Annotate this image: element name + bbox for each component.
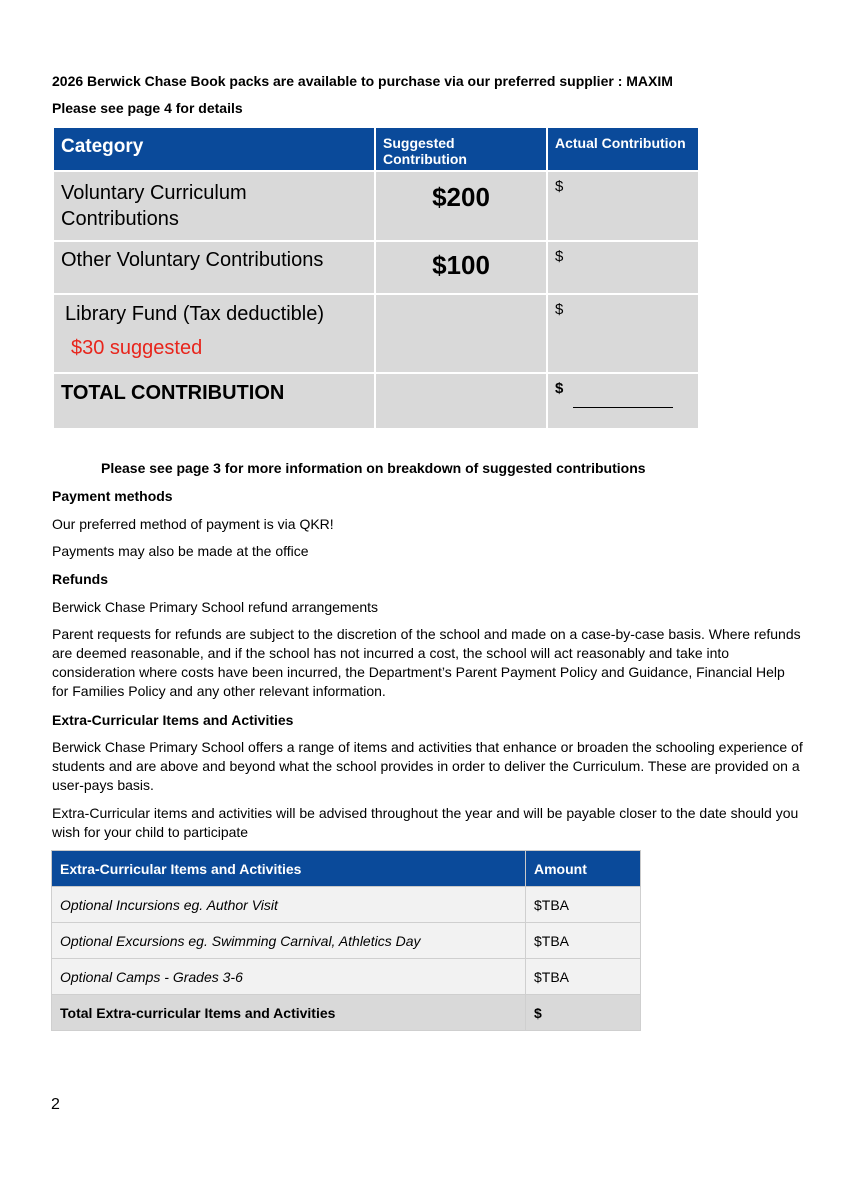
extra-paragraph-1: Berwick Chase Primary School offers a range of items and activities that enhance or broaden the schooling experience of students and are above and beyond what the school provides in order to deliver the Curriculum. These are provided on a user-pays basis. xyxy=(52,739,803,793)
total-suggested-empty xyxy=(375,373,547,429)
page-4-reference: Please see page 4 for details xyxy=(52,100,243,116)
extra-total-row xyxy=(52,995,641,1031)
item-cell: Optional Incursions eg. Author Visit xyxy=(52,887,526,923)
total-amount-cell: $ xyxy=(526,995,641,1031)
table-row xyxy=(53,294,699,373)
row-label: Other Voluntary Contributions xyxy=(53,241,375,294)
refunds-line-1: Berwick Chase Primary School refund arrangements xyxy=(52,599,379,615)
table-row xyxy=(52,887,641,923)
total-actual-cell xyxy=(547,373,699,429)
contributions-table xyxy=(52,126,700,430)
amount-cell: $TBA xyxy=(526,923,641,959)
total-actual: $ xyxy=(555,380,564,397)
header-amount: Amount xyxy=(526,851,641,887)
row-suggested xyxy=(375,294,547,373)
table-row xyxy=(52,923,641,959)
table-row xyxy=(52,959,641,995)
refunds-heading: Refunds xyxy=(52,571,108,587)
extra-paragraph-2: Extra-Curricular items and activities will be advised throughout the year and will be payable closer to the date should you wish for your child to participate xyxy=(52,805,799,840)
library-fund-cell xyxy=(53,294,375,373)
header-item: Extra-Curricular Items and Activities xyxy=(52,851,526,887)
refunds-paragraph: Parent requests for refunds are subject to the discretion of the school and made on a case-by-case basis. Where refunds are deemed reasonable, and if the school has not incurred a cost, the school will act reasonably and take into consideration where costs have been incurred, the Department’s Parent Payment Policy and Guidance, Financial Help for Families Policy and any other relevant information. xyxy=(52,626,801,699)
payment-line-2: Payments may also be made at the office xyxy=(52,543,309,559)
extra-heading: Extra-Curricular Items and Activities xyxy=(52,712,294,728)
row-label: Voluntary Curriculum Contributions xyxy=(53,171,375,241)
breakdown-note: Please see page 3 for more information on breakdown of suggested contributions xyxy=(101,460,646,476)
amount-cell: $TBA xyxy=(526,959,641,995)
page-number: 2 xyxy=(51,1096,60,1113)
header-suggested: Suggested Contribution xyxy=(375,127,547,171)
total-label: TOTAL CONTRIBUTION xyxy=(53,373,375,429)
total-blank-line xyxy=(573,406,673,408)
payment-heading: Payment methods xyxy=(52,488,173,504)
header-actual: Actual Contribution xyxy=(547,127,699,171)
header-category: Category xyxy=(53,127,375,171)
contributions-header-row xyxy=(53,127,699,171)
payment-line-1: Our preferred method of payment is via QKR! xyxy=(52,516,334,532)
row-actual: $ xyxy=(547,241,699,294)
table-row xyxy=(53,171,699,241)
suggested-note: $30 suggested xyxy=(71,337,203,359)
extra-header-row xyxy=(52,851,641,887)
row-suggested: $100 xyxy=(375,241,547,294)
row-label: Library Fund (Tax deductible) xyxy=(65,303,325,325)
extra-curricular-table xyxy=(51,850,641,1031)
row-actual: $ xyxy=(547,294,699,373)
row-suggested: $200 xyxy=(375,171,547,241)
item-cell: Optional Excursions eg. Swimming Carnival, Athletics Day xyxy=(52,923,526,959)
total-row xyxy=(53,373,699,429)
amount-cell: $TBA xyxy=(526,887,641,923)
total-item-cell: Total Extra-curricular Items and Activities xyxy=(52,995,526,1031)
table-row xyxy=(53,241,699,294)
book-pack-notice: 2026 Berwick Chase Book packs are available to purchase via our preferred supplier : MAXIM xyxy=(52,73,673,89)
row-actual: $ xyxy=(547,171,699,241)
item-cell: Optional Camps - Grades 3-6 xyxy=(52,959,526,995)
